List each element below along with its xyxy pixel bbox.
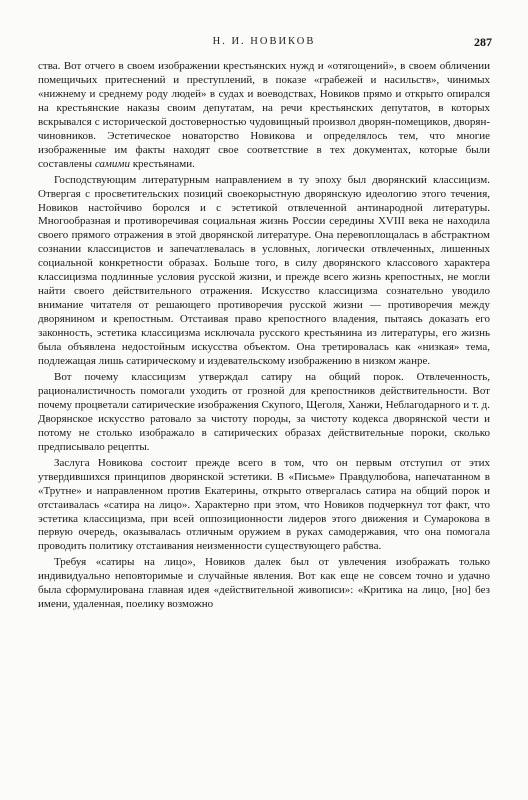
running-title: Н. И. НОВИКОВ (212, 36, 316, 47)
paragraph-p1 (38, 60, 490, 172)
paragraph-p4 (38, 457, 490, 555)
paragraph-text: Требуя «сатиры на лицо», Новиков далек был от увлечения изображать только индивидуально неповторимые и случайные явления. Вот как еще не совсем точно и удачно была сформулирована главная идея «действительной живописи»: «Критика на лицо, [но] без имени, удаленная, поелику возможно (38, 556, 490, 611)
paragraph-text: крестьянами. (129, 157, 195, 170)
page-number: 287 (474, 35, 492, 49)
body-text (38, 60, 490, 612)
paragraph-text: ства. Вот отчего в своем изображении крестьянских нужд и «отягощений», в своем обличении помещичьих притеснений и преступлений, в показе «грабежей и насильств», чинимых «нижнему и среднему роду людей» в судах и воеводствах, Новиков прямо и открыто опирался на крестьянские наказы своим депутатам, на речи крестьянских депутатов, в которых вскрывался с исторической достоверностью чудовищный произвол дворян-помещиков, дворян-чиновников. Эстетическое новаторство Новикова и определялось тем, что многие изображенные им факты находят свое соответствие в тех документах, которые были составлены (38, 60, 490, 170)
emphasis-text: самими (94, 157, 130, 170)
paragraph-text: Вот почему классицизм утверждал сатиру на общий порок. Отвлеченность, рационалистичность помогали уходить от грозной для крепостников действительности. Вот почему процветали сатирические изображения Скупого, Щеголя, Ханжи, Неблагодарного и т. д. Дворянское искусство ратовало за чистоту породы, за чистоту кодекса дворянской чести и потому не столько изображало в сатирических образах действительные пороки, сколько предписывало рецепты. (38, 370, 490, 453)
paragraph-p2 (38, 174, 490, 369)
paragraph-p3 (38, 371, 490, 455)
paragraph-text: Господствующим литературным направлением в ту эпоху был дворянский классицизм. Отвергая с просветительских позиций своекорыстную дворянскую идеологию этого течения, Новиков настойчиво боролся и с эстетикой отвлеченной антинародной литературы. Многообразная и противоречивая социальная жизнь России середины XVIII века не находила своего прямого отражения в этой дворянской литературе. Она перевоплощалась в абстрактном сознании классицистов и запечатлевалась в условных, логически отвлеченных, лишенных социальной конкретности образах. Больше того, в силу дворянского классового характера классицизма подлинные условия русской жизни, и прежде всего жизнь крепостных, не могли найти своего действительного отражения. Искусство классицизма сознательно уводило внимание читателя от решающего противоречия русской жизни — противоречия между дворянином и крепостным. Отстаивая право крепостного владения, пытаясь доказать его законность, эстетика классицизма исключала русского крестьянина из литературы, его жизнь была объявлена недостойным искусства объектом. Она третировалась как «низкая» тема, подлежащая лишь сатирическому и издевательскому изображению в низком жанре. (38, 173, 490, 368)
running-head (36, 36, 492, 52)
paragraph-p5 (38, 556, 490, 612)
paragraph-text: Заслуга Новикова состоит прежде всего в том, что он первым отступил от этих утвердившихся принципов дворянской эстетики. В «Письме» Правдулюбова, напечатанном в «Трутне» и направленном против Екатерины, открыто отвергалась сатира на общий порок и отстаивалась «сатира на лицо». Характерно при этом, что Новиков подчеркнул тот факт, что эстетика классицизма, при всей оппозиционности лидеров этого движения и Сумарокова в первую очередь, оказывалась отличным оружием в руках самодержавия, что она помогала проводить политику отстаивания неизменности существующего рабства. (38, 456, 490, 553)
